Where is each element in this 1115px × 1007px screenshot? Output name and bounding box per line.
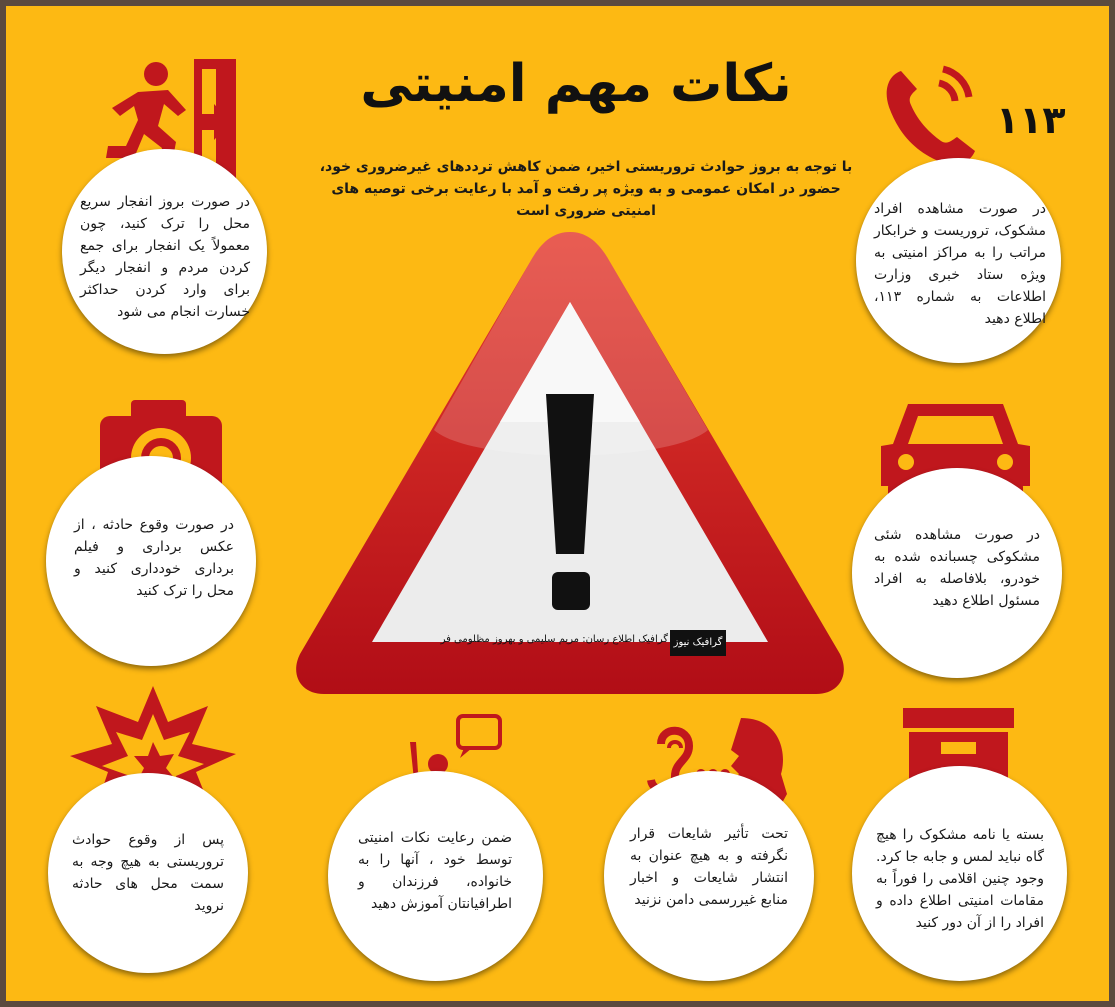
tip-exit-text: در صورت بروز انفجار سریع محل را ترک کنید، چون معمولاً یک انفجار برای جمع کردن مردم و انفجار دیگر برای وارد کردن حداکثر خسارت انجام می شود: [80, 194, 250, 320]
tip-camera-text: در صورت وقوع حادثه ، از عکس برداری و فیلم برداری خودداری کنید و محل را ترک کنید: [74, 517, 234, 599]
tip-phone-text: در صورت مشاهده افراد مشکوک، تروریست و خرابکار مراتب را به مراکز امنیتی به ویژه ستاد خبری وزارت اطلاعات به شماره ۱۱۳، اطلاع دهید: [874, 201, 1046, 327]
tip-circle-explosion: [48, 773, 248, 973]
tip-circle-camera: [46, 456, 256, 666]
credit-logo: گرافیک نیوز: [670, 630, 726, 656]
tip-circle-rumor: [604, 771, 814, 981]
tip-circle-car: [852, 468, 1062, 678]
tip-car-text: در صورت مشاهده شئی مشکوکی چسبانده شده به خودرو، بلافاصله به افراد مسئول اطلاع دهید: [874, 527, 1040, 609]
phone-number: ۱۱۳: [996, 98, 1066, 142]
tip-rumor-text: تحت تأثیر شایعات قرار نگرفته و به هیچ عنوان به انتشار شایعات و اخبار منابع غیررسمی دامن نزنید: [630, 826, 788, 908]
infographic: [6, 6, 1109, 1001]
tip-circle-phone: [856, 158, 1061, 363]
tip-circle-exit: [62, 149, 267, 354]
warning-triangle-icon: [288, 224, 853, 702]
phone-icon: [881, 61, 991, 171]
tip-teach-text: ضمن رعایت نکات امنیتی توسط خود ، آنها را به خانواده، فرزندان و اطرافیانتان آموزش دهید: [358, 830, 512, 912]
tip-explosion-text: پس از وقوع حوادث تروریستی به هیچ وجه به سمت محل های حادثه نروید: [72, 832, 224, 914]
tip-circle-teach: [328, 771, 543, 981]
tip-package-text: بسته یا نامه مشکوک را هیچ گاه نباید لمس و جابه جا کرد. وجود چنین اقلامی را فوراً به مقامات امنیتی اطلاع داده و افراد را از آن دور کنید: [876, 827, 1044, 931]
tip-circle-package: [852, 766, 1067, 981]
credit-text: گرافیک اطلاع رسان: مریم سلیمی و بهروز مظلومی فر: [440, 634, 668, 645]
intro-text: با توجه به بروز حوادث تروریستی اخیر، ضمن کاهش ترددهای غیرضروری خود، حضور در امکان عمومی و به ویژه پر رفت و آمد با رعایت برخی توصیه های امنیتی ضروری است: [319, 159, 853, 219]
page-title: نکات مهم امنیتی: [360, 54, 792, 114]
